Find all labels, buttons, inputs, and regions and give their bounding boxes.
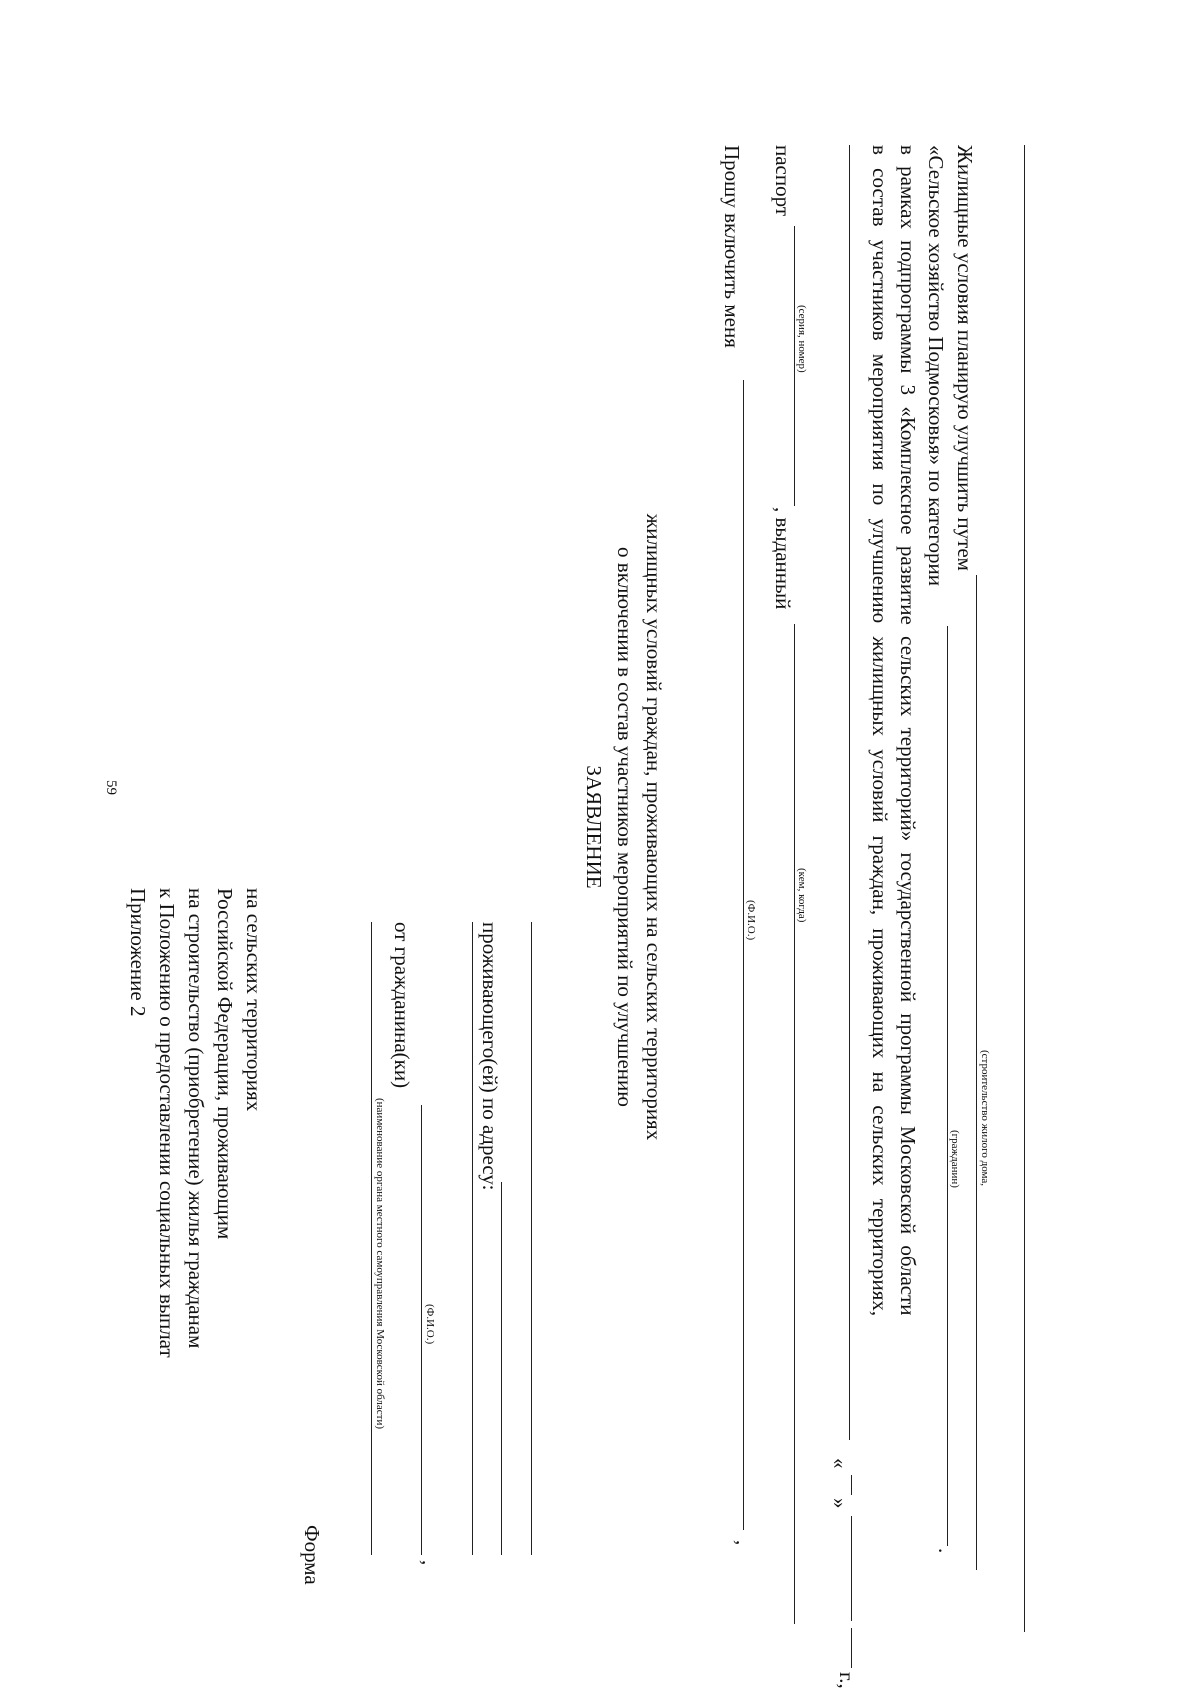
date-open-quote: « bbox=[828, 1458, 852, 1469]
request-label: Прошу включить меня bbox=[720, 145, 744, 348]
improve-continuation-line bbox=[1024, 145, 1025, 1632]
improve-label: Жилищные условия планирую улучшить путем bbox=[953, 145, 977, 571]
request-fio-hint: (Ф.И.О.) bbox=[745, 900, 757, 941]
issued-continuation-line bbox=[849, 145, 850, 1440]
page-number: 59 bbox=[103, 780, 119, 795]
improve-line bbox=[976, 575, 977, 1570]
paragraph-line-1: в состав участников мероприятия по улучшению жилищных условий граждан, проживающих на сельских территориях, bbox=[868, 145, 892, 1317]
statement-subtitle-2: жилищных условий граждан, проживающих на сельских территориях bbox=[642, 513, 666, 1141]
address-label: проживающего(ей) по адресу: bbox=[478, 922, 502, 1191]
date-month-line bbox=[851, 1516, 852, 1621]
category-line bbox=[947, 626, 948, 1546]
construction-hint: (строительство жилого дома, bbox=[979, 1050, 991, 1186]
by-whom-hint: (кем, когда) bbox=[796, 868, 808, 923]
paragraph-line-3: «Сельское хозяйство Подмосковья» по категории bbox=[924, 145, 948, 586]
from-citizen-label: от гражданина(ки) bbox=[390, 922, 414, 1089]
paragraph-line-2: в рамках подпрограммы 3 «Комплексное развитие сельских территорий» государственной программы Московской области bbox=[896, 145, 920, 1316]
appendix-line-2: к Положению о предоставлении социальных выплат bbox=[155, 888, 179, 1358]
date-year-line bbox=[851, 1628, 852, 1668]
date-close-quote: » bbox=[828, 1498, 852, 1509]
form-label: Форма bbox=[300, 1525, 324, 1585]
issued-label: , выданный bbox=[771, 507, 795, 610]
appendix-line-5: на сельских территориях bbox=[242, 888, 266, 1112]
organ-line bbox=[371, 922, 372, 1555]
from-fio-hint: (Ф.И.О.) bbox=[424, 1304, 436, 1345]
fio-line bbox=[743, 380, 744, 1530]
citizen-hint: (гражданин) bbox=[949, 1130, 961, 1188]
address-line-2 bbox=[531, 922, 532, 1555]
from-citizen-line bbox=[421, 1105, 422, 1555]
year-suffix: г., bbox=[835, 1672, 859, 1689]
appendix-line-4: Российской Федерации, проживающим bbox=[213, 888, 237, 1240]
passport-line bbox=[794, 226, 795, 506]
statement-heading: ЗАЯВЛЕНИЕ bbox=[582, 765, 606, 889]
organ-hint: (наименование органа местного самоуправления Московской области) bbox=[374, 1098, 386, 1430]
date-day-line bbox=[851, 1475, 852, 1495]
address-line-1 bbox=[501, 1182, 502, 1555]
from-comma: , bbox=[418, 1560, 442, 1566]
statement-subtitle-1: о включении в состав участников мероприятий по улучшению bbox=[613, 547, 637, 1107]
from-citizen-line-2 bbox=[472, 922, 473, 1555]
issued-line bbox=[794, 624, 795, 1624]
category-period: . bbox=[934, 1548, 958, 1554]
series-hint: (серия, номер) bbox=[796, 305, 808, 373]
appendix-line-1: Приложение 2 bbox=[126, 888, 150, 1017]
passport-label: паспорт bbox=[771, 145, 795, 217]
request-comma: , bbox=[732, 1540, 756, 1546]
appendix-line-3: на строительство (приобретение) жилья гражданам bbox=[184, 888, 208, 1349]
